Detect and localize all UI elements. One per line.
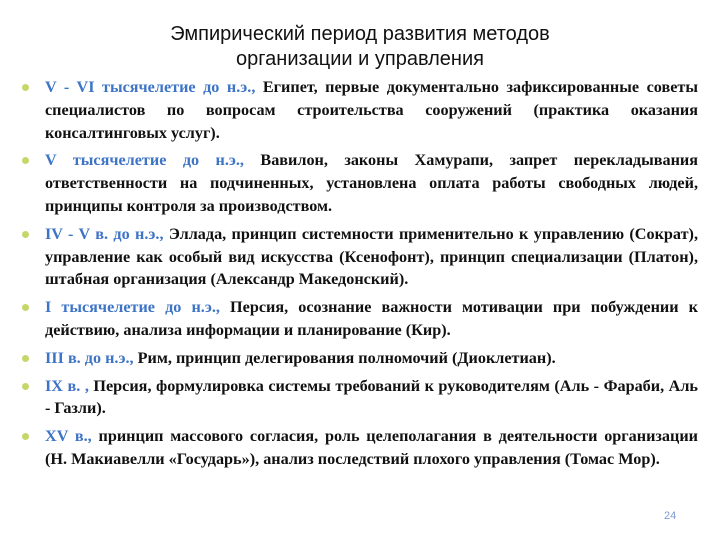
era-label: V - VI тысячелетие до н.э., bbox=[45, 78, 256, 96]
item-text: Персия, формулировка системы требований к руководителям (Аль - Фараби, Аль - Газли). bbox=[45, 376, 698, 418]
list-item bbox=[22, 223, 698, 291]
era-label: IV - V в. до н.э., bbox=[45, 224, 164, 243]
bullet-icon bbox=[22, 433, 29, 440]
list-item bbox=[22, 296, 698, 342]
bullet-icon bbox=[22, 304, 29, 311]
slide-title-line-2: организации и управления bbox=[236, 48, 484, 70]
slide-title-line-1: Эмпирический период развития методов bbox=[170, 23, 550, 45]
era-label: III в. до н.э., bbox=[45, 348, 134, 367]
list-item bbox=[22, 149, 698, 217]
timeline-bullet-list bbox=[22, 76, 698, 476]
list-item bbox=[22, 76, 698, 144]
slide-title bbox=[0, 22, 720, 72]
page-number: 24 bbox=[664, 510, 677, 522]
list-item bbox=[22, 375, 698, 421]
era-label: I тысячелетие до н.э., bbox=[45, 298, 220, 317]
item-text: принцип массового согласия, роль целеполагания в деятельности организации (Н. Макиавелли «Государь»), анализ последствий плохого управления (Томас Мор). bbox=[45, 427, 698, 468]
era-label: IX в. , bbox=[45, 376, 89, 395]
list-item bbox=[22, 347, 698, 370]
item-text: Египет, первые документально зафиксированные советы специалистов по вопросам строительства сооружений (практика оказания консалтинговых услуг). bbox=[45, 78, 698, 142]
era-label: XV в., bbox=[45, 427, 92, 446]
item-text: Эллада, принцип системности применительно к управлению (Сократ), управление как особый вид искусства (Ксенофонт), принцип специализации (Платон), штабная организация (Александр Македонский). bbox=[45, 224, 698, 289]
bullet-icon bbox=[22, 231, 29, 238]
item-text: Рим, принцип делегирования полномочий (Диоклетиан). bbox=[133, 348, 556, 367]
item-text: Вавилон, законы Хамурапи, запрет перекладывания ответственности на подчиненных, установлена оплата работы свободных людей, принципы контроля за производством. bbox=[45, 151, 698, 215]
bullet-icon bbox=[22, 157, 29, 164]
bullet-icon bbox=[22, 383, 29, 390]
era-label: V тысячелетие до н.э., bbox=[45, 151, 244, 170]
bullet-icon bbox=[22, 84, 29, 91]
list-item bbox=[22, 425, 698, 471]
item-text: Персия, осознание важности мотивации при побуждении к действию, анализа информации и планирование (Кир). bbox=[45, 298, 698, 339]
bullet-icon bbox=[22, 355, 29, 362]
